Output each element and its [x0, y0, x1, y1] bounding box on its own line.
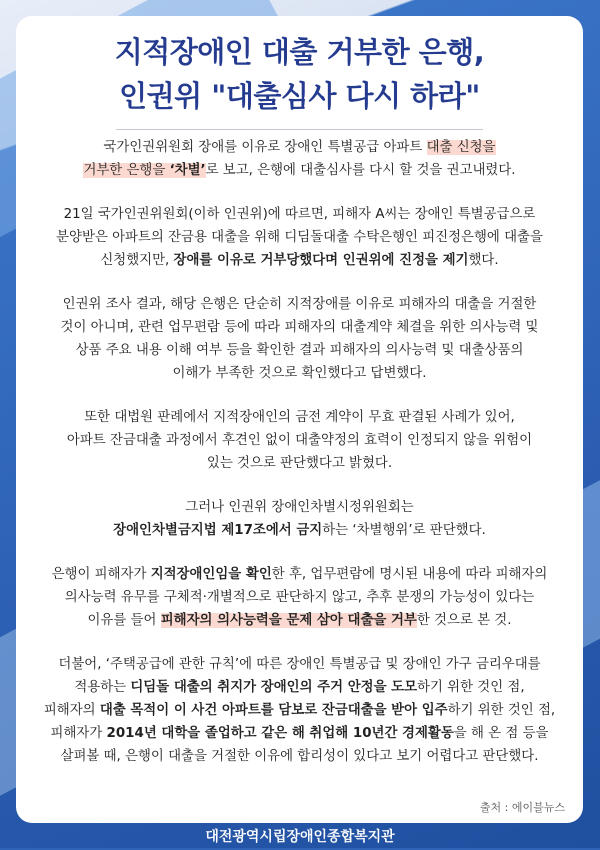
text-segment: 21일 국가인권위원회(이하 인권위)에 따르면, 피해자 A씨는 장애인 특별공급으로: [63, 207, 536, 222]
highlighted-text: ‘차별’: [169, 163, 206, 178]
text-segment: 국가인권위원회 장애를 이유로 장애인 특별공급 아파트: [103, 140, 427, 155]
text-segment: 것이 아니며, 관련 업무편람 등에 따라 피해자의 대출계약 체결을 위한 의사능력 및: [60, 320, 539, 335]
text-segment: 있는 것으로 판단했다고 밝혔다.: [206, 456, 393, 471]
text-segment: 인권위 조사 결과, 해당 은행은 단순히 지적장애를 이유로 피해자의 대출을 거절한: [62, 297, 537, 312]
text-segment: 은행이 피해자가: [51, 567, 151, 582]
text-segment: 이유를 들어: [87, 613, 161, 628]
highlighted-text: 대출 신청을: [426, 140, 496, 155]
bold-text: 대출 목적이 이 사건 아파트를 담보로 잔금대출을 받아 입주: [99, 703, 448, 718]
source-credit: 출처 : 에이블뉴스: [479, 801, 565, 814]
text-segment: 피해자가: [50, 726, 107, 741]
article-paragraph: [38, 136, 561, 182]
title-line-2: 인권위 "대출심사 다시 하라": [119, 79, 480, 113]
highlighted-text: 피해자의 의사능력을 문제 삼아 대출을 거부: [160, 613, 417, 628]
bold-text: 장애를 이유로 거부당했다며 인권위에 진정을 제기: [173, 253, 469, 268]
text-segment: 로 보고, 은행에 대출심사를 다시 할 것을 권고내렸다.: [205, 163, 516, 178]
text-segment: 의사능력 유무를 구체적·개별적으로 판단하지 않고, 추후 분쟁의 가능성이 있다는: [64, 590, 535, 605]
article-paragraph: [38, 653, 561, 768]
text-segment: 을 해 온 점 등을: [453, 726, 549, 741]
bold-text: 디딤돌 대출의 취지가 장애인의 주거 안정을 도모: [130, 680, 418, 695]
text-segment: 그러나 인권위 장애인차별시정위원회는: [185, 500, 414, 515]
text-segment: 하기 위한 것인 점,: [417, 680, 525, 695]
bold-text: 장애인차별금지법 제17조에서 금지: [113, 523, 323, 538]
text-segment: 했다.: [468, 253, 499, 268]
text-segment: 살펴볼 때, 은행이 대출을 거절한 이유에 합리성이 있다고 보기 어렵다고 판단했다.: [60, 749, 539, 764]
footer-organization: 대전광역시립장애인종합복지관: [205, 829, 395, 845]
text-segment: 이해가 부족한 것으로 확인했다고 답변했다.: [172, 366, 427, 381]
title-divider: [116, 129, 483, 130]
article-title: [16, 30, 583, 118]
bold-text: 2014년 대학을 졸업하고 같은 해 취업해 10년간 경제활동: [106, 726, 454, 741]
text-segment: 한 후, 업무편람에 명시된 내용에 따라 피해자의: [271, 567, 548, 582]
article-paragraph: [38, 406, 561, 475]
text-segment: 적용하는: [74, 680, 131, 695]
text-segment: 신청했지만,: [100, 253, 174, 268]
text-segment: 분양받은 아파트의 잔금용 대출을 위해 디딤돌대출 수탁은행인 피진정은행에 대출을: [56, 230, 543, 245]
highlighted-text: 거부한 은행을: [83, 163, 170, 178]
bold-text: 지적장애인임을 확인: [150, 567, 272, 582]
text-segment: 또한 대법원 판례에서 지적장애인의 금전 계약이 무효 판결된 사례가 있어,: [84, 410, 515, 425]
article-paragraph: [38, 563, 561, 632]
article-paragraph: [38, 293, 561, 385]
title-line-1: 지적장애인 대출 거부한 은행,: [114, 35, 485, 69]
article-paragraph: [38, 203, 561, 272]
text-segment: 아파트 잔금대출 과정에서 후견인 없이 대출약정의 효력이 인정되지 않을 위험이: [66, 433, 533, 448]
text-segment: 하기 위한 것인 점,: [447, 703, 556, 718]
text-segment: 더불어, ‘주택공급에 관한 규칙’에 따른 장애인 특별공급 및 장애인 가구 금리우대를: [58, 657, 541, 672]
article-paragraph: [38, 496, 561, 542]
text-segment: 하는 ‘차별행위’로 판단했다.: [322, 523, 486, 538]
text-segment: 상품 주요 내용 이해 여부 등을 확인한 결과 피해자의 의사능력 및 대출상품의: [75, 343, 524, 358]
article-body: [38, 136, 561, 789]
article-card: [16, 16, 583, 823]
text-segment: 피해자의: [43, 703, 100, 718]
text-segment: 한 것으로 본 것.: [416, 613, 512, 628]
